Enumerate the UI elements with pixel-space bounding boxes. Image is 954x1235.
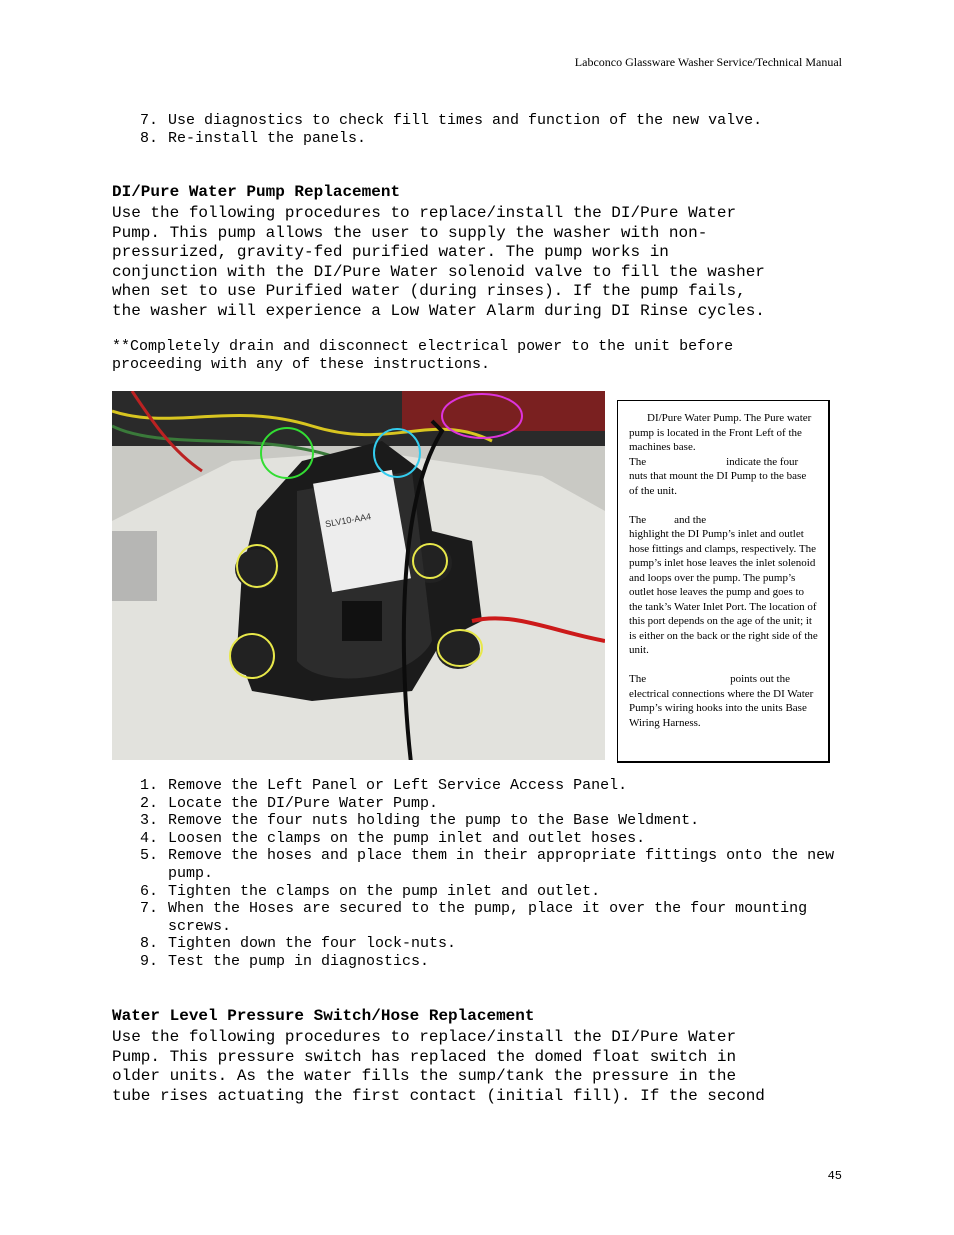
- safety-warning: **Completely drain and disconnect electrical power to the unit before proceeding with any of these instructions.: [112, 338, 734, 373]
- steps-list-previous: [140, 112, 840, 147]
- list-item: 6. Tighten the clamps on the pump inlet and outlet.: [140, 882, 601, 900]
- list-item: 4. Loosen the clamps on the pump inlet and outlet hoses.: [140, 829, 646, 847]
- caption-paragraph-mount: DI/Pure Water Pump. The Pure water pump is located in the Front Left of the machines base. The indicate the four nuts that mount the DI Pump to the base of the unit.: [629, 412, 812, 497]
- list-item: 3. Remove the four nuts holding the pump to the Base Weldment.: [140, 812, 700, 830]
- list-item: 2. Locate the DI/Pure Water Pump.: [140, 794, 439, 812]
- list-item: 8. Re-install the panels.: [140, 129, 367, 147]
- photo-caption: [617, 400, 830, 763]
- steps-list-di-pump: [140, 777, 840, 971]
- section-intro-water-level: Use the following procedures to replace/install the DI/Pure Water Pump. This pressure switch has replaced the domed float switch in older units. As the water fills the sump/tank the pressure in the tube rises actuating the first contact (initial fill). If the second: [112, 1028, 765, 1105]
- page-number: 45: [827, 1169, 842, 1183]
- pump-photo: [112, 391, 605, 760]
- list-item: 1. Remove the Left Panel or Left Service Access Panel.: [140, 777, 628, 794]
- section-intro-di-pump: Use the following procedures to replace/install the DI/Pure Water Pump. This pump allows the user to supply the washer with non- pressurized, gravity-fed purified water. The pump works in conjunction with the DI/Pure Water solenoid valve to fill the washer when set to use Purified water (during rinses). If the pump fails, the washer will experience a Low Water Alarm during DI Rinse cycles.: [112, 204, 765, 320]
- section-heading-di-pump: DI/Pure Water Pump Replacement: [112, 183, 401, 201]
- caption-paragraph-hoses: The and the highlight the DI Pump’s inlet and outlet hose fittings and clamps, respectively. The pump’s inlet hose leaves the inlet solenoid and loops over the pump. The pump’s outlet hose leaves the pump and goes to the tank’s Water Inlet Port. The location of this port depends on the age of the unit; it is either on the back or the right side of the unit.: [629, 513, 818, 656]
- svg-text:SLV10-AA4: SLV10-AA4: [324, 511, 372, 530]
- document-header: Labconco Glassware Washer Service/Technical Manual: [574, 55, 842, 69]
- list-item: 9. Test the pump in diagnostics.: [140, 952, 430, 970]
- list-item: 7. When the Hoses are secured to the pump, place it over the four mounting screws.: [140, 900, 808, 935]
- caption-paragraph-electrical: The points out the electrical connections where the DI Water Pump’s wiring hooks into the units Base Wiring Harness.: [629, 673, 814, 729]
- section-heading-water-level: Water Level Pressure Switch/Hose Replacement: [112, 1007, 535, 1025]
- list-item: 7. Use diagnostics to check fill times and function of the new valve.: [140, 112, 763, 129]
- list-item: 8. Tighten down the four lock-nuts.: [140, 935, 457, 953]
- list-item: 5. Remove the hoses and place them in their appropriate fittings onto the new pump.: [140, 847, 835, 882]
